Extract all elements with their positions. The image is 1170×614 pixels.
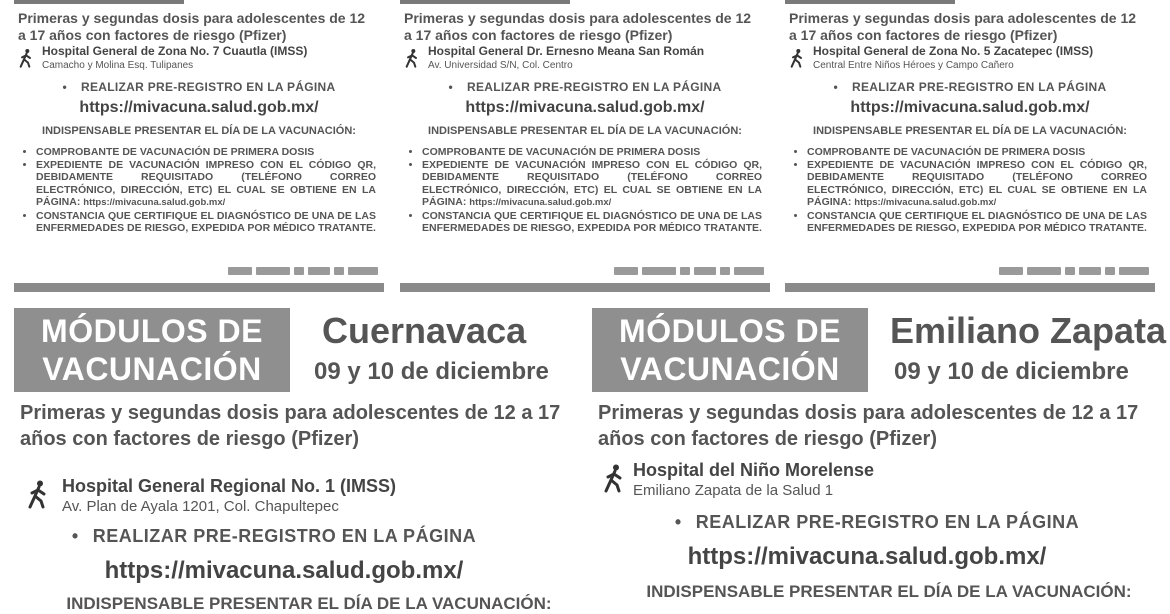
hospital-name: Hospital del Niño Morelense xyxy=(633,460,875,480)
registration-url[interactable]: https://mivacuna.salud.gob.mx/ xyxy=(465,99,705,116)
modules-banner: MÓDULOS DE VACUNACIÓN xyxy=(14,308,290,392)
bottom-panel-emiliano-zapata xyxy=(592,300,1167,601)
city-name: Emiliano Zapata xyxy=(890,310,1167,351)
subtitle: Primeras y segundas dosis para adolescentes de 12 a 17 años con factores de riesgo (Pfizer) xyxy=(598,402,1139,450)
requirement-item: • COMPROBANTE DE VACUNACIÓN DE PRIMERA DOSIS xyxy=(422,146,762,159)
modules-banner: MÓDULOS DE VACUNACIÓN xyxy=(592,308,868,392)
requirements-list xyxy=(789,146,1147,235)
city-name: Cuernavaca xyxy=(322,310,527,351)
event-date: 09 y 10 de diciembre xyxy=(314,358,549,385)
hospital-address: Emiliano Zapata de la Salud 1 xyxy=(633,482,834,499)
requirements-heading: INDISPENSABLE PRESENTAR EL DÍA DE LA VACUNACIÓN: xyxy=(42,125,356,137)
hospital-address: Camacho y Molina Esq. Tulipanes xyxy=(42,60,194,71)
header-bar xyxy=(400,0,570,4)
subtitle: Primeras y segundas dosis para adolescentes de 12 a 17 años con factores de riesgo (Pfizer) xyxy=(20,402,561,450)
preregister-note: • REALIZAR PRE-REGISTRO EN LA PÁGINA xyxy=(448,80,722,94)
institution-logos xyxy=(969,266,1149,276)
registration-url[interactable]: https://mivacuna.salud.gob.mx/ xyxy=(687,543,1047,570)
footer-bar xyxy=(400,283,770,292)
preregister-note: • REALIZAR PRE-REGISTRO EN LA PÁGINA xyxy=(71,526,477,546)
requirements-list xyxy=(18,146,376,235)
requirement-item: • CONSTANCIA QUE CERTIFIQUE EL DIAGNÓSTICO DE UNA DE LAS ENFERMEDADES DE RIESGO, EXPEDIDA POR MÉDICO TRATANTE. xyxy=(807,210,1147,235)
top-panel-cuautla xyxy=(14,0,384,292)
top-panel-centro xyxy=(400,0,770,292)
preregister-note: • REALIZAR PRE-REGISTRO EN LA PÁGINA xyxy=(674,512,1080,532)
event-date: 09 y 10 de diciembre xyxy=(894,358,1129,385)
requirements-heading: INDISPENSABLE PRESENTAR EL DÍA DE LA VACUNACIÓN: xyxy=(646,582,1132,601)
registration-url[interactable]: https://mivacuna.salud.gob.mx/ xyxy=(79,99,319,116)
requirement-item: • COMPROBANTE DE VACUNACIÓN DE PRIMERA DOSIS xyxy=(807,146,1147,159)
preregister-note: • REALIZAR PRE-REGISTRO EN LA PÁGINA xyxy=(62,80,336,94)
top-panel-zacatepec xyxy=(785,0,1155,292)
requirements-heading: INDISPENSABLE PRESENTAR EL DÍA DE LA VACUNACIÓN: xyxy=(66,594,552,613)
walking-person-icon xyxy=(18,48,34,68)
footer-bar xyxy=(14,283,384,292)
requirement-item: • CONSTANCIA QUE CERTIFIQUE EL DIAGNÓSTICO DE UNA DE LAS ENFERMEDADES DE RIESGO, EXPEDIDA POR MÉDICO TRATANTE. xyxy=(422,210,762,235)
footer-bar xyxy=(785,283,1155,292)
requirements-heading: INDISPENSABLE PRESENTAR EL DÍA DE LA VACUNACIÓN: xyxy=(813,125,1127,137)
walking-person-icon xyxy=(26,480,50,508)
requirements-heading: INDISPENSABLE PRESENTAR EL DÍA DE LA VACUNACIÓN: xyxy=(428,125,742,137)
subtitle: Primeras y segundas dosis para adolescentes de 12 a 17 años con factores de riesgo (Pfizer) xyxy=(789,10,1137,43)
subtitle: Primeras y segundas dosis para adolescentes de 12 a 17 años con factores de riesgo (Pfizer) xyxy=(18,10,366,43)
header-bar xyxy=(14,0,184,4)
hospital-name: Hospital General Dr. Ernesno Meana San Román xyxy=(428,44,705,58)
hospital-name: Hospital General de Zona No. 7 Cuautla (IMSS) xyxy=(42,44,308,58)
header-bar xyxy=(785,0,955,4)
hospital-name: Hospital General de Zona No. 5 Zacatepec (IMSS) xyxy=(813,44,1094,58)
requirement-item: • EXPEDIENTE DE VACUNACIÓN IMPRESO CON EL CÓDIGO QR, DEBIDAMENTE REQUISITADO (TELÉFONO CORREO ELECTRÓNICO, DIRECCIÓN, ETC) EL CUAL SE OBTIENE EN LA PÁGINA: https://mivacuna.salud.gob.mx/ xyxy=(36,159,376,210)
hospital-address: Av. Universidad S/N, Col. Centro xyxy=(428,60,573,71)
requirement-item: • EXPEDIENTE DE VACUNACIÓN IMPRESO CON EL CÓDIGO QR, DEBIDAMENTE REQUISITADO (TELÉFONO CORREO ELECTRÓNICO, DIRECCIÓN, ETC) EL CUAL SE OBTIENE EN LA PÁGINA: https://mivacuna.salud.gob.mx/ xyxy=(807,159,1147,210)
preregister-note: • REALIZAR PRE-REGISTRO EN LA PÁGINA xyxy=(833,80,1107,94)
requirement-item: • COMPROBANTE DE VACUNACIÓN DE PRIMERA DOSIS xyxy=(36,146,376,159)
requirement-item: • EXPEDIENTE DE VACUNACIÓN IMPRESO CON EL CÓDIGO QR, DEBIDAMENTE REQUISITADO (TELÉFONO CORREO ELECTRÓNICO, DIRECCIÓN, ETC) EL CUAL SE OBTIENE EN LA PÁGINA: https://mivacuna.salud.gob.mx/ xyxy=(422,159,762,210)
institution-logos xyxy=(198,266,378,276)
hospital-address: Av. Plan de Ayala 1201, Col. Chapultepec xyxy=(62,498,339,515)
walking-person-icon xyxy=(602,464,626,492)
institution-logos xyxy=(584,266,764,276)
walking-person-icon xyxy=(789,48,805,68)
hospital-address: Central Entre Niños Héroes y Campo Cañero xyxy=(813,60,1014,71)
bottom-panel-cuernavaca xyxy=(14,300,584,613)
registration-url[interactable]: https://mivacuna.salud.gob.mx/ xyxy=(850,99,1090,116)
walking-person-icon xyxy=(404,48,420,68)
requirement-item: • CONSTANCIA QUE CERTIFIQUE EL DIAGNÓSTICO DE UNA DE LAS ENFERMEDADES DE RIESGO, EXPEDIDA POR MÉDICO TRATANTE. xyxy=(36,210,376,235)
hospital-name: Hospital General Regional No. 1 (IMSS) xyxy=(62,476,397,496)
requirements-list xyxy=(404,146,762,235)
subtitle: Primeras y segundas dosis para adolescentes de 12 a 17 años con factores de riesgo (Pfizer) xyxy=(404,10,752,43)
registration-url[interactable]: https://mivacuna.salud.gob.mx/ xyxy=(104,557,464,584)
